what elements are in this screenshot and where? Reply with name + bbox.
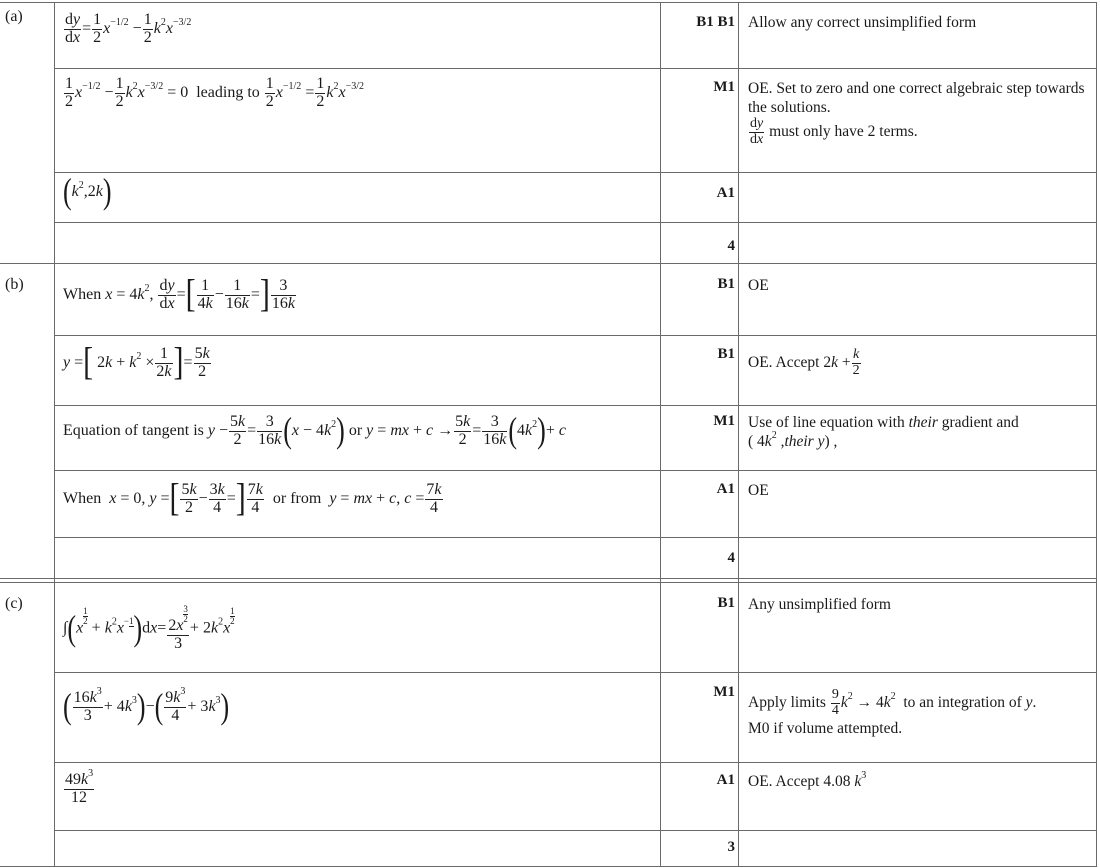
part-label-a: (a) <box>5 8 23 25</box>
row-divider <box>55 222 1097 223</box>
working-b-1: When $x = 4k^2$, $\frac{dy}{dx}$ =[ $\frac{1}{4k}$ − $\frac{1}{16k}$ =] $\frac{3}{16k}$ <box>63 273 295 317</box>
marks-c-3: A1 <box>716 772 735 788</box>
table-top-border <box>0 2 1097 3</box>
guidance-b-3: Use of line equation with their gradient and ( $4k^2$ ,their y) , <box>748 414 1019 450</box>
part-divider <box>0 263 1097 264</box>
marks-b-2: B1 <box>717 346 735 362</box>
row-divider <box>55 172 1097 173</box>
marks-b-1: B1 <box>717 276 735 292</box>
table-right-border <box>1096 2 1097 866</box>
part-label-b: (b) <box>5 276 24 293</box>
marks-b-total: 4 <box>727 550 735 566</box>
equation-of-tangent-text: Equation of tangent is <box>63 421 204 439</box>
their-emphasis: their <box>908 414 938 431</box>
part-divider-double-top <box>0 578 1097 579</box>
guidance-b-2: OE. Accept 2k + $\frac{k}{2}$ <box>748 347 860 378</box>
working-b-2: y =[ $2k + k^2$ × $\frac{1}{2k}$ ]= $\frac{5k}{2}$ <box>63 341 210 385</box>
or-text: or <box>348 421 363 439</box>
working-c-1: ∫(x $\frac{1}{2}$ + $k^2x-1)dx=$ 2x $\frac{3}{2}$ 3 + $2k^2x$ $\frac{1}{2}$ <box>63 604 235 652</box>
guidance-a-1: Allow any correct unsimplified form <box>748 14 977 31</box>
part-label-c: (c) <box>5 595 23 612</box>
marks-b-4: A1 <box>716 481 735 497</box>
marks-column-left-border <box>660 2 661 866</box>
guidance-text: OE. Accept <box>748 353 820 371</box>
working-column-left-border <box>54 2 55 866</box>
marks-a-1: B1 B1 <box>696 14 735 30</box>
marks-b-3: M1 <box>713 413 735 429</box>
part-divider-double-bottom <box>0 582 1097 583</box>
marks-a-3: A1 <box>716 185 735 201</box>
guidance-text: to an integration of <box>903 693 1022 711</box>
working-b-4: When x = 0, y =[ $\frac{5k}{2}$ − $\frac{3k}{4}$ =] $\frac{7k}{4}$ or from y = mx + c, c = $\frac{7k}{4}$ <box>63 477 442 521</box>
marks-c-1: B1 <box>717 595 735 611</box>
leading-to-text: leading to <box>196 83 260 101</box>
working-a-2: $\frac{1}{2}$ $x^{-1/2}$ − $\frac{1}{2}$ $k^2x^{-3/2} = 0$ leading to $\frac{1}{2}$ $x^{-1/2}$ = $\frac{1}{2}$ $k^2x^{-3/2}$ <box>65 75 364 110</box>
marks-c-total: 3 <box>727 839 735 855</box>
guidance-b-1: OE <box>748 277 769 294</box>
guidance-text: gradient and <box>941 414 1019 431</box>
guidance-text: M0 if volume attempted. <box>748 720 903 738</box>
guidance-text: OE. Set to zero and one correct algebraic step towards the solutions. <box>748 80 1085 116</box>
fraction-dy-dx: $\frac{dy}{dx}$ <box>750 116 764 147</box>
when-text: When <box>63 489 102 507</box>
working-a-1: $\frac{dy}{dx}$ = $\frac{1}{2}$ $x^{-1/2}$ − $\frac{1}{2}$ $k^2x^{-3/2}$ <box>65 11 192 46</box>
guidance-text: Apply limits <box>748 693 826 711</box>
row-divider <box>55 537 1097 538</box>
guidance-text: OE. Accept 4.08 <box>748 773 851 790</box>
marks-a-2: M1 <box>713 79 735 95</box>
working-c-2: ( $\frac{16k^3}{3}$ + $4k^3)-$( $\frac{9k^3}{4}$ + $3k^3$) <box>63 686 230 727</box>
guidance-a-2 <box>748 79 1088 147</box>
guidance-c-3: OE. Accept 4.08 $k^3$ <box>748 770 867 790</box>
guidance-c-1: Any unsimplified form <box>748 596 891 613</box>
row-divider <box>55 672 1097 673</box>
marks-a-total: 4 <box>727 238 735 254</box>
row-divider <box>55 830 1097 831</box>
working-c-3: $\frac{49k^3}{12}$ <box>65 768 94 806</box>
guidance-column-left-border <box>738 2 739 866</box>
working-a-3: $(k^2,2k)$ <box>63 171 112 212</box>
or-from-text: or from <box>272 489 322 507</box>
marks-c-2: M1 <box>713 684 735 700</box>
table-bottom-border <box>0 866 1097 867</box>
fraction-dy-dx: $\frac{dy}{dx}$ <box>65 11 81 46</box>
row-divider <box>55 335 1097 336</box>
row-divider <box>55 470 1097 471</box>
guidance-text: must only have 2 terms. <box>769 122 918 140</box>
row-divider <box>55 405 1097 406</box>
row-divider <box>55 762 1097 763</box>
row-divider <box>55 68 1097 69</box>
guidance-b-4: OE <box>748 482 769 499</box>
working-b-3: Equation of tangent is y − $\frac{5k}{2}$ = $\frac{3}{16k}$ $(x - 4k^2)$ or y = mx + c → $\frac{5k}{2}$ = $\frac{3}{16k}$ $(4k^2)+ c$ <box>63 410 566 451</box>
when-text: When <box>63 285 102 303</box>
guidance-c-2: Apply limits $\frac{9}{4}$ $k^2 \to 4k^2$ to an integration of y. M0 if volume attempted. <box>748 687 1037 738</box>
guidance-text: Use of line equation with <box>748 414 905 431</box>
